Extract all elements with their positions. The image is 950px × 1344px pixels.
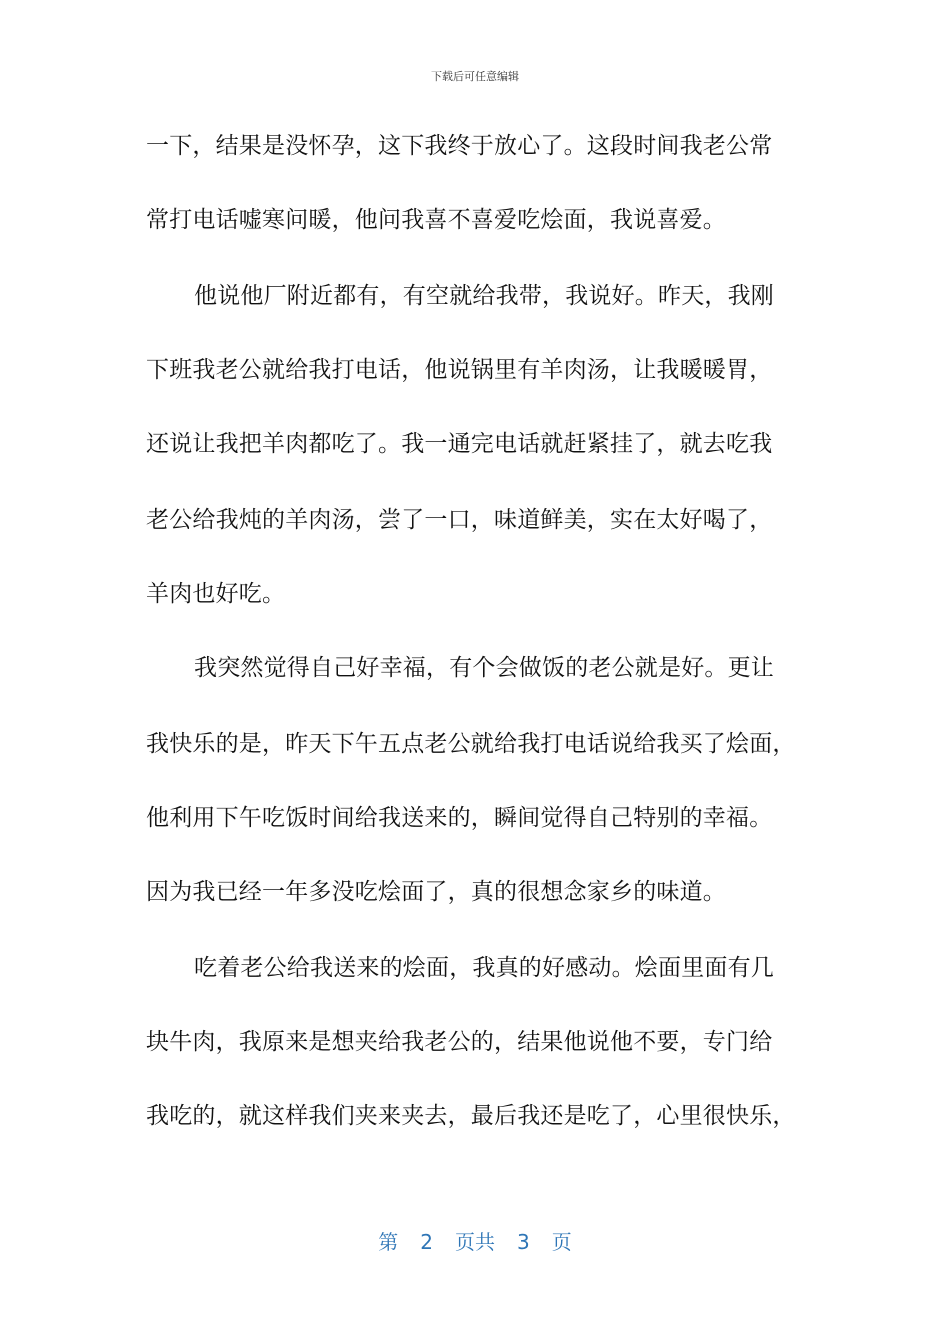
body-line-12: 吃着老公给我送来的烩面，我真的好感动。烩面里面有几 (194, 955, 774, 981)
body-line-4: 下班我老公就给我打电话，他说锅里有羊肉汤，让我暖暖胃， (146, 357, 773, 383)
body-line-10: 他利用下午吃饭时间给我送来的，瞬间觉得自己特别的幸福。 (146, 805, 773, 831)
footer-prefix: 第 (378, 1230, 399, 1254)
body-line-5: 还说让我把羊肉都吃了。我一通完电话就赶紧挂了，就去吃我 (146, 431, 773, 457)
body-line-2: 常打电话嘘寒问暖，他问我喜不喜爱吃烩面，我说喜爱。 (146, 207, 726, 233)
body-line-7: 羊肉也好吃。 (146, 581, 286, 607)
body-line-8: 我突然觉得自己好幸福，有个会做饭的老公就是好。更让 (194, 655, 774, 681)
body-line-11: 因为我已经一年多没吃烩面了，真的很想念家乡的味道。 (146, 879, 726, 905)
body-line-1: 一下，结果是没怀孕，这下我终于放心了。这段时间我老公常 (146, 133, 773, 159)
body-line-14: 我吃的，就这样我们夹来夹去，最后我还是吃了，心里很快乐， (146, 1103, 796, 1129)
footer-page-number: 2 (420, 1230, 433, 1254)
footer-middle: 页共 (455, 1230, 495, 1254)
body-line-9: 我快乐的是，昨天下午五点老公就给我打电话说给我买了烩面， (146, 731, 796, 757)
footer-suffix: 页 (551, 1230, 572, 1254)
page-footer (0, 1226, 950, 1255)
body-line-6: 老公给我炖的羊肉汤，尝了一口，味道鲜美，实在太好喝了， (146, 507, 773, 533)
page-header: 下载后可任意编辑 (431, 70, 519, 83)
body-line-3: 他说他厂附近都有，有空就给我带，我说好。昨天，我刚 (194, 283, 774, 309)
body-line-13: 块牛肉，我原来是想夹给我老公的，结果他说他不要，专门给 (146, 1029, 773, 1055)
footer-total-pages: 3 (517, 1230, 530, 1254)
